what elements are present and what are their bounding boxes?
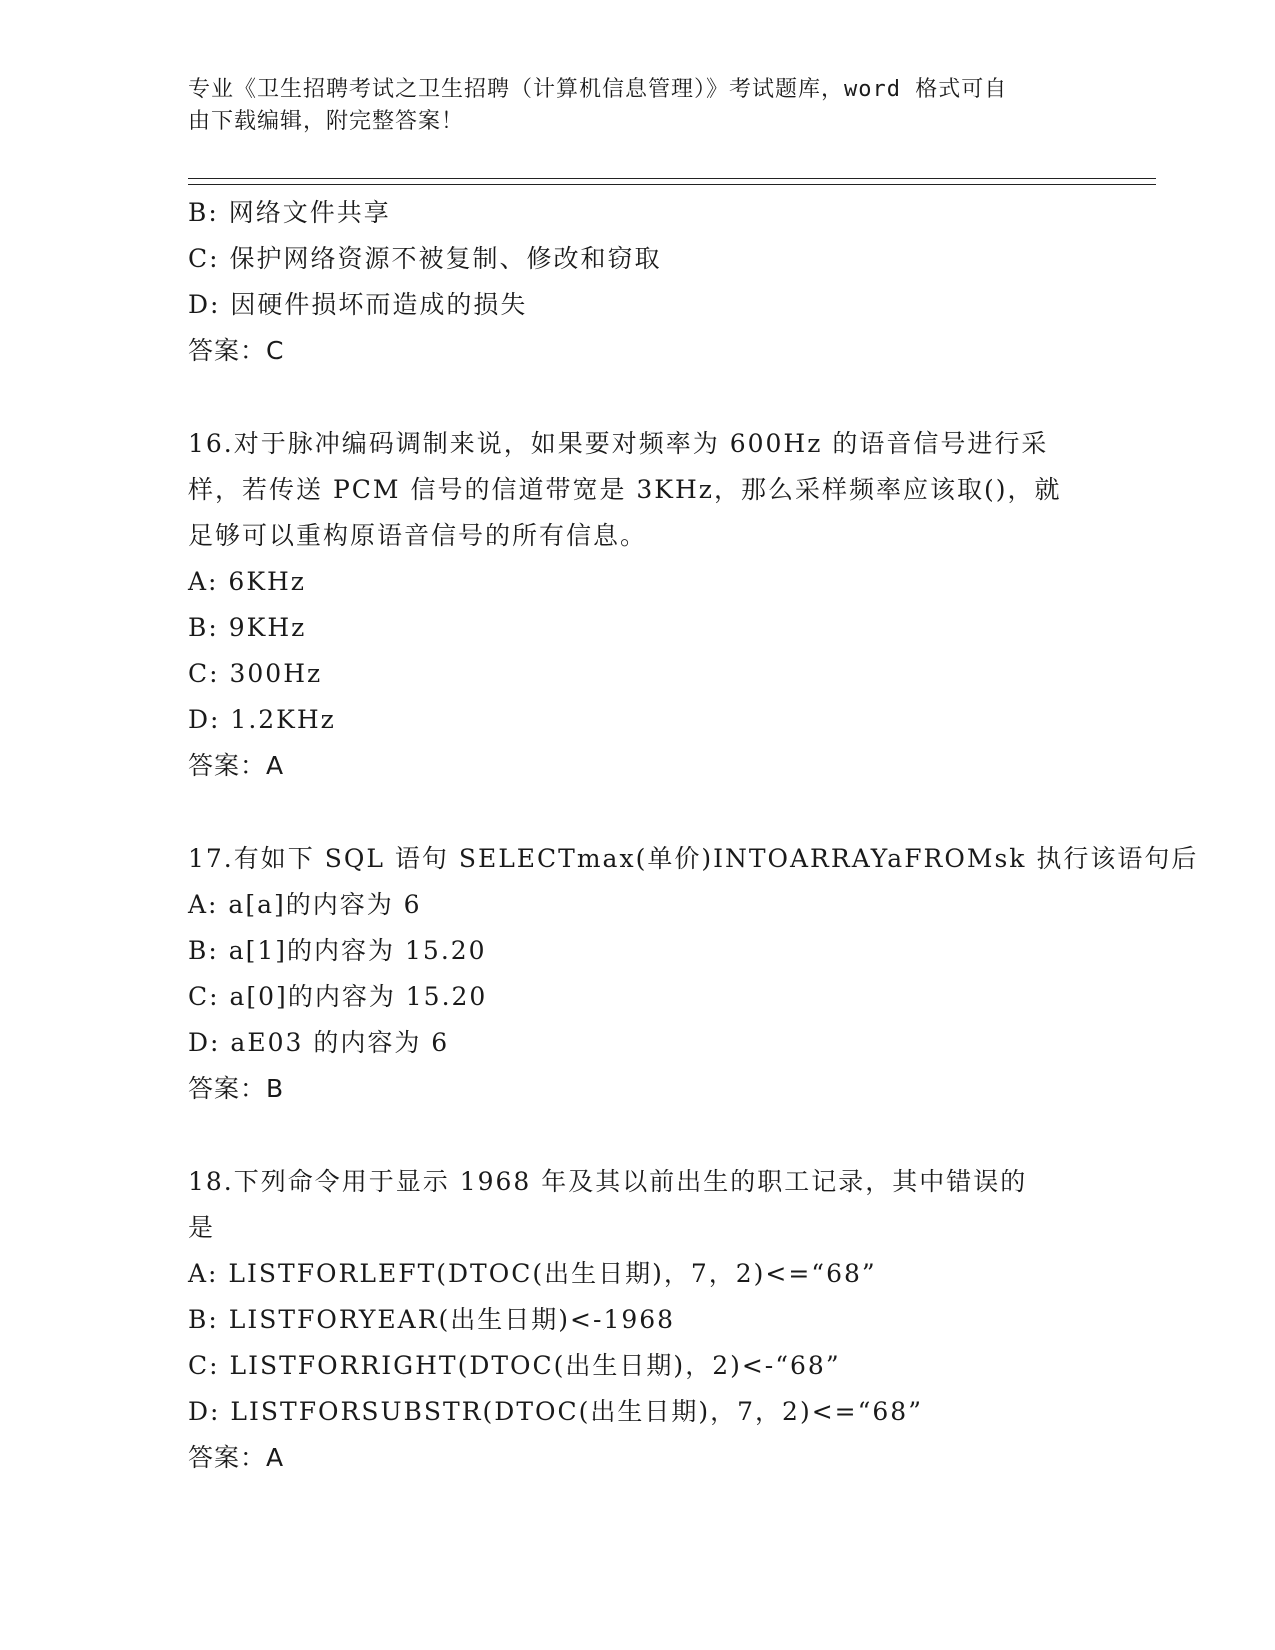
question-stem-line: 17.有如下 SQL 语句 SELECTmax(单价)INTOARRAYaFROMsk 执行该语句后 [188, 844, 1199, 873]
option-a: A: a[a]的内容为 6 [188, 890, 422, 919]
option-a: A: 6KHz [188, 567, 306, 596]
question-15-continued [188, 190, 1088, 374]
answer: 答案：A [188, 751, 285, 780]
option-a: A: LISTFORLEFT(DTOC(出生日期)，7，2)<=“68” [188, 1259, 877, 1288]
option-d: D: 1.2KHz [188, 705, 336, 734]
question-18 [188, 1159, 1088, 1481]
question-stem-line: 是 [188, 1213, 216, 1242]
question-stem-line: 样，若传送 PCM 信号的信道带宽是 3KHz，那么采样频率应该取()，就 [188, 475, 1062, 504]
header-line-2: 由下载编辑，附完整答案！ [188, 109, 465, 134]
option-d: D: LISTFORSUBSTR(DTOC(出生日期)，7，2)<=“68” [188, 1397, 923, 1426]
question-stem-line: 足够可以重构原语音信号的所有信息。 [188, 521, 648, 550]
option-c: C: a[0]的内容为 15.20 [188, 982, 488, 1011]
page-header [188, 74, 1068, 138]
answer: 答案：C [188, 336, 285, 365]
question-16 [188, 421, 1088, 789]
option-d: D: 因硬件损坏而造成的损失 [188, 290, 528, 319]
option-b: B: 网络文件共享 [188, 198, 391, 227]
answer: 答案：B [188, 1074, 285, 1103]
option-b: B: LISTFORYEAR(出生日期)<-1968 [188, 1305, 676, 1334]
option-b: B: 9KHz [188, 613, 307, 642]
answer: 答案：A [188, 1443, 285, 1472]
header-rule-bottom [188, 184, 1156, 185]
option-d: D: aE03 的内容为 6 [188, 1028, 450, 1057]
question-17 [188, 836, 1199, 1112]
header-rule-top [188, 178, 1156, 179]
option-c: C: 300Hz [188, 659, 323, 688]
question-stem-line: 18.下列命令用于显示 1968 年及其以前出生的职工记录，其中错误的 [188, 1167, 1028, 1196]
question-stem-line: 16.对于脉冲编码调制来说，如果要对频率为 600Hz 的语音信号进行采 [188, 429, 1049, 458]
option-c: C: 保护网络资源不被复制、修改和窃取 [188, 244, 662, 273]
option-b: B: a[1]的内容为 15.20 [188, 936, 487, 965]
header-line-1: 专业《卫生招聘考试之卫生招聘（计算机信息管理）》考试题库，word 格式可自 [188, 77, 1008, 102]
option-c: C: LISTFORRIGHT(DTOC(出生日期)，2)<-“68” [188, 1351, 841, 1380]
question-content [188, 190, 1199, 1481]
